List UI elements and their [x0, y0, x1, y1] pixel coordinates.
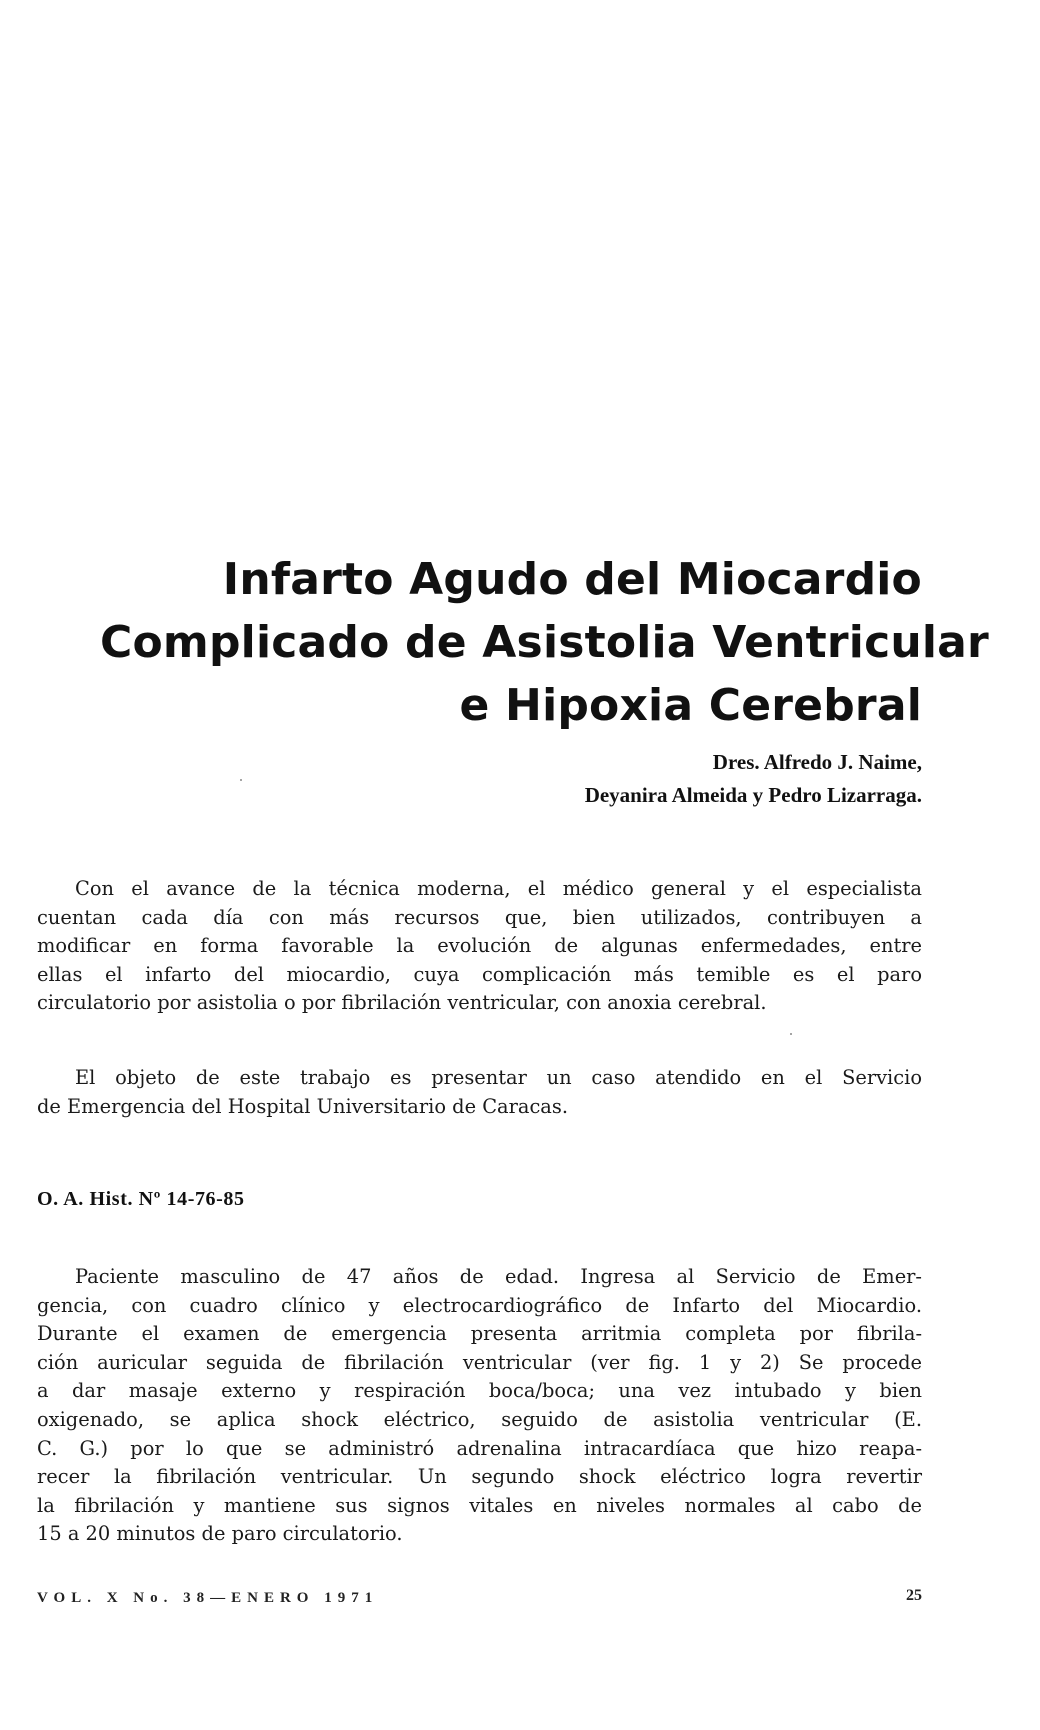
objective-paragraph: [37, 1064, 922, 1121]
paragraph-line: El objeto de este trabajo es presentar un caso atendido en el Servicio: [75, 1066, 922, 1089]
authors-line-1: Dres. Alfredo J. Naime,: [712, 750, 922, 774]
paragraph-line: oxigenado, se aplica shock eléctrico, seguido de asistolia ventricular (E.: [37, 1407, 922, 1431]
paragraph-line: ción auricular seguida de fibrilación ventricular (ver fig. 1 y 2) Se procede: [37, 1350, 922, 1374]
paragraph-line: a dar masaje externo y respiración boca/boca; una vez intubado y bien: [37, 1379, 922, 1403]
paragraph-line: modificar en forma favorable la evolución de algunas enfermedades, entre: [37, 934, 922, 958]
article-title: [100, 548, 989, 737]
intro-paragraph: [37, 875, 922, 1018]
paragraph-line: gencia, con cuadro clínico y electrocardiográfico de Infarto del Miocardio.: [37, 1293, 922, 1317]
paragraph-line: Con el avance de la técnica moderna, el médico general y el especialista: [75, 877, 922, 900]
title-line-3: e Hipoxia Cerebral: [459, 680, 922, 731]
paragraph-line: la fibrilación y mantiene sus signos vitales en niveles normales al cabo de: [37, 1493, 922, 1517]
paragraph-line: circulatorio por asistolia o por fibrilación ventricular, con anoxia cerebral.: [37, 991, 767, 1015]
title-line-1: Infarto Agudo del Miocardio: [222, 554, 922, 605]
scan-speck: [240, 779, 242, 781]
case-paragraph: [37, 1263, 922, 1549]
scan-speck: [790, 1033, 792, 1035]
page-number: 25: [906, 1587, 922, 1604]
paragraph-line: cuentan cada día con más recursos que, bien utilizados, contribuyen a: [37, 905, 922, 929]
journal-issue-footer: VOL. X No. 38—ENERO 1971: [37, 1590, 379, 1606]
paragraph-line: C. G.) por lo que se administró adrenalina intracardíaca que hizo reapa-: [37, 1436, 922, 1460]
paragraph-line: 15 a 20 minutos de paro circulatorio.: [37, 1522, 403, 1546]
authors-block: [300, 746, 922, 812]
paragraph-line: recer la fibrilación ventricular. Un segundo shock eléctrico logra revertir: [37, 1465, 922, 1489]
paragraph-line: ellas el infarto del miocardio, cuya complicación más temible es el paro: [37, 962, 922, 986]
title-line-2: Complicado de Asistolia Ventricular: [100, 617, 989, 668]
paragraph-line: de Emergencia del Hospital Universitario de Caracas.: [37, 1094, 568, 1118]
case-heading: O. A. Hist. Nº 14-76-85: [37, 1188, 245, 1210]
authors-line-2: Deyanira Almeida y Pedro Lizarraga.: [584, 783, 922, 807]
paragraph-line: Paciente masculino de 47 años de edad. Ingresa al Servicio de Emer-: [75, 1265, 922, 1288]
paragraph-line: Durante el examen de emergencia presenta arritmia completa por fibrila-: [37, 1322, 922, 1346]
